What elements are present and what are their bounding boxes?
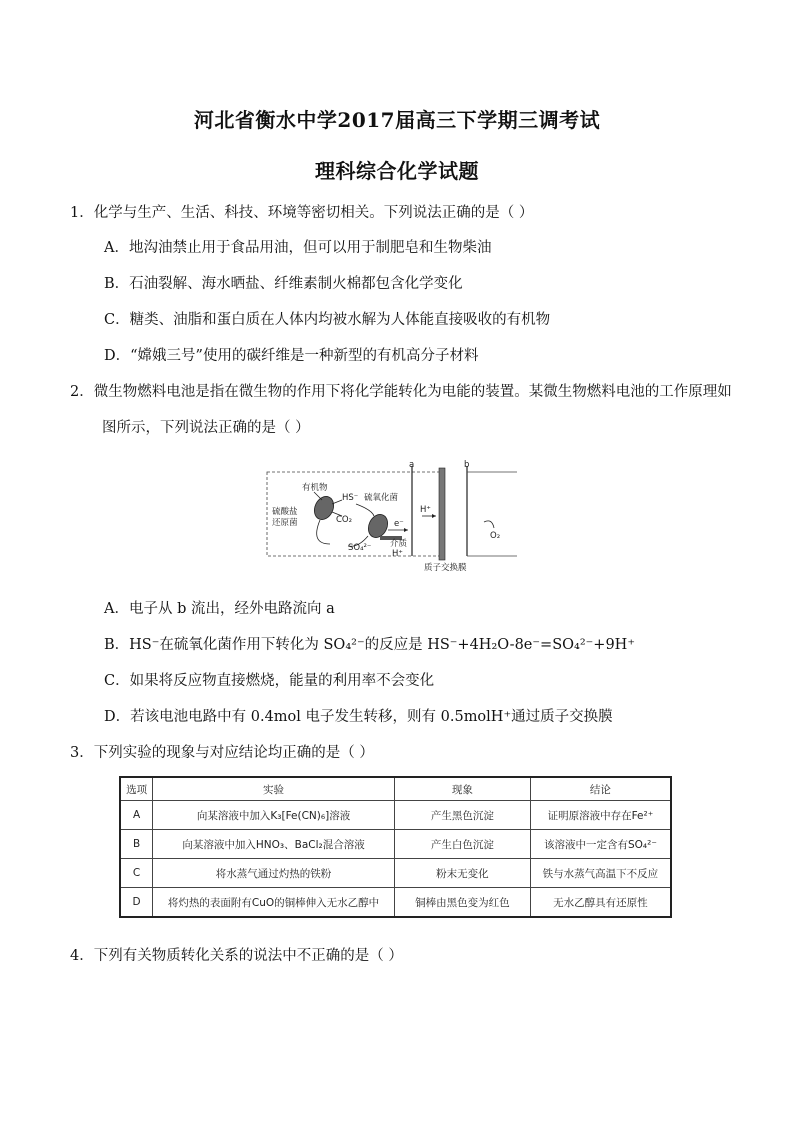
question-1-stem: 1．化学与生产、生活、科技、环境等密切相关。下列说法正确的是（ ） — [70, 205, 534, 221]
label-co2: CO₂ — [336, 515, 353, 525]
table-header-conclusion: 结论 — [530, 777, 671, 801]
table-cell: 将水蒸气通过灼热的铁粉 — [153, 859, 395, 888]
table-cell: D — [120, 888, 153, 918]
table-header-experiment: 实验 — [153, 777, 395, 801]
table-header-option: 选项 — [120, 777, 153, 801]
table-cell: 铜棒由黑色变为红色 — [394, 888, 530, 918]
arrow-recycle — [317, 520, 330, 544]
proton-membrane — [439, 468, 445, 560]
table-header-row — [120, 777, 671, 801]
question-2-option-a: A．电子从 b 流出，经外电路流向 a — [104, 601, 335, 617]
table-cell: 产生黑色沉淀 — [394, 801, 530, 830]
label-electron: e⁻ — [394, 519, 404, 529]
label-membrane: 质子交换膜 — [424, 563, 467, 573]
arrow-organic — [314, 492, 322, 500]
question-2-option-b: B．HS⁻在硫氧化菌作用下转化为 SO₄²⁻的反应是 HS⁻+4H₂O-8e⁻=SO₄²⁻+9H⁺ — [104, 637, 635, 653]
table-cell: 向某溶液中加入K₃[Fe(CN)₆]溶液 — [153, 801, 395, 830]
label-organic: 有机物 — [302, 483, 328, 493]
table-row — [120, 859, 671, 888]
table-row — [120, 801, 671, 830]
question-2-stem-line2: 图所示，下列说法正确的是（ ） — [102, 420, 310, 436]
table-cell: 粉末无变化 — [394, 859, 530, 888]
question-1-option-b: B．石油裂解、海水晒盐、纤维素制火棉都包含化学变化 — [104, 276, 463, 292]
label-a: a — [409, 460, 415, 470]
label-hplus: H⁺ — [420, 505, 431, 515]
table-header-phenomenon: 现象 — [394, 777, 530, 801]
table-cell: 产生白色沉淀 — [394, 830, 530, 859]
table-cell: 铁与水蒸气高温下不反应 — [530, 859, 671, 888]
experiment-table — [119, 776, 672, 918]
table-cell: 将灼热的表面附有CuO的铜棒伸入无水乙醇中 — [153, 888, 395, 918]
arrowhead-electron — [404, 528, 408, 532]
sulfate-bacteria-cell — [311, 493, 337, 522]
label-sulfate-bacteria-1: 硫酸盐 — [272, 507, 298, 517]
label-hplus-small: H⁺ — [392, 549, 403, 559]
arrow-o2 — [484, 521, 494, 528]
fuel-cell-diagram — [262, 458, 522, 584]
question-1-option-c: C．糖类、油脂和蛋白质在人体内均被水解为人体能直接吸收的有机物 — [104, 312, 551, 328]
table-row — [120, 888, 671, 918]
label-so4: SO₄²⁻ — [348, 543, 372, 553]
table-cell: 向某溶液中加入HNO₃、BaCl₂混合溶液 — [153, 830, 395, 859]
table-cell: 该溶液中一定含有SO₄²⁻ — [530, 830, 671, 859]
label-sulfate-bacteria-2: 还原菌 — [272, 518, 298, 528]
arrowhead-hplus — [432, 514, 436, 518]
question-3-stem: 3．下列实验的现象与对应结论均正确的是（ ） — [70, 745, 374, 761]
label-medium: 介质 — [390, 539, 408, 549]
table-cell: 证明原溶液中存在Fe²⁺ — [530, 801, 671, 830]
table-cell: 无水乙醇具有还原性 — [530, 888, 671, 918]
question-2-stem-line1: 2．微生物燃料电池是指在微生物的作用下将化学能转化为电能的装置。某微生物燃料电池的工作原理如 — [70, 384, 732, 400]
label-hs: HS⁻ — [342, 493, 359, 503]
table-cell: C — [120, 859, 153, 888]
question-1-option-a: A．地沟油禁止用于食品用油，但可以用于制肥皂和生物柴油 — [104, 240, 492, 256]
page-title: 河北省衡水中学2017届高三下学期三调考试 — [193, 108, 601, 132]
label-o2: O₂ — [490, 531, 501, 541]
table-cell: A — [120, 801, 153, 830]
label-b: b — [464, 460, 470, 470]
label-sulfur-bacteria: 硫氧化菌 — [364, 493, 399, 503]
page-subtitle: 理科综合化学试题 — [315, 159, 479, 183]
table-cell: B — [120, 830, 153, 859]
question-2-option-c: C．如果将反应物直接燃烧，能量的利用率不会变化 — [104, 673, 435, 689]
question-1-option-d: D．“嫦娥三号”使用的碳纤维是一种新型的有机高分子材料 — [104, 348, 479, 364]
table-row — [120, 830, 671, 859]
question-4-stem: 4．下列有关物质转化关系的说法中不正确的是（ ） — [70, 948, 403, 964]
arrow-to-sulfur-bacteria — [356, 504, 374, 516]
question-2-option-d: D．若该电池电路中有 0.4mol 电子发生转移，则有 0.5molH⁺通过质子交换膜 — [104, 709, 613, 725]
